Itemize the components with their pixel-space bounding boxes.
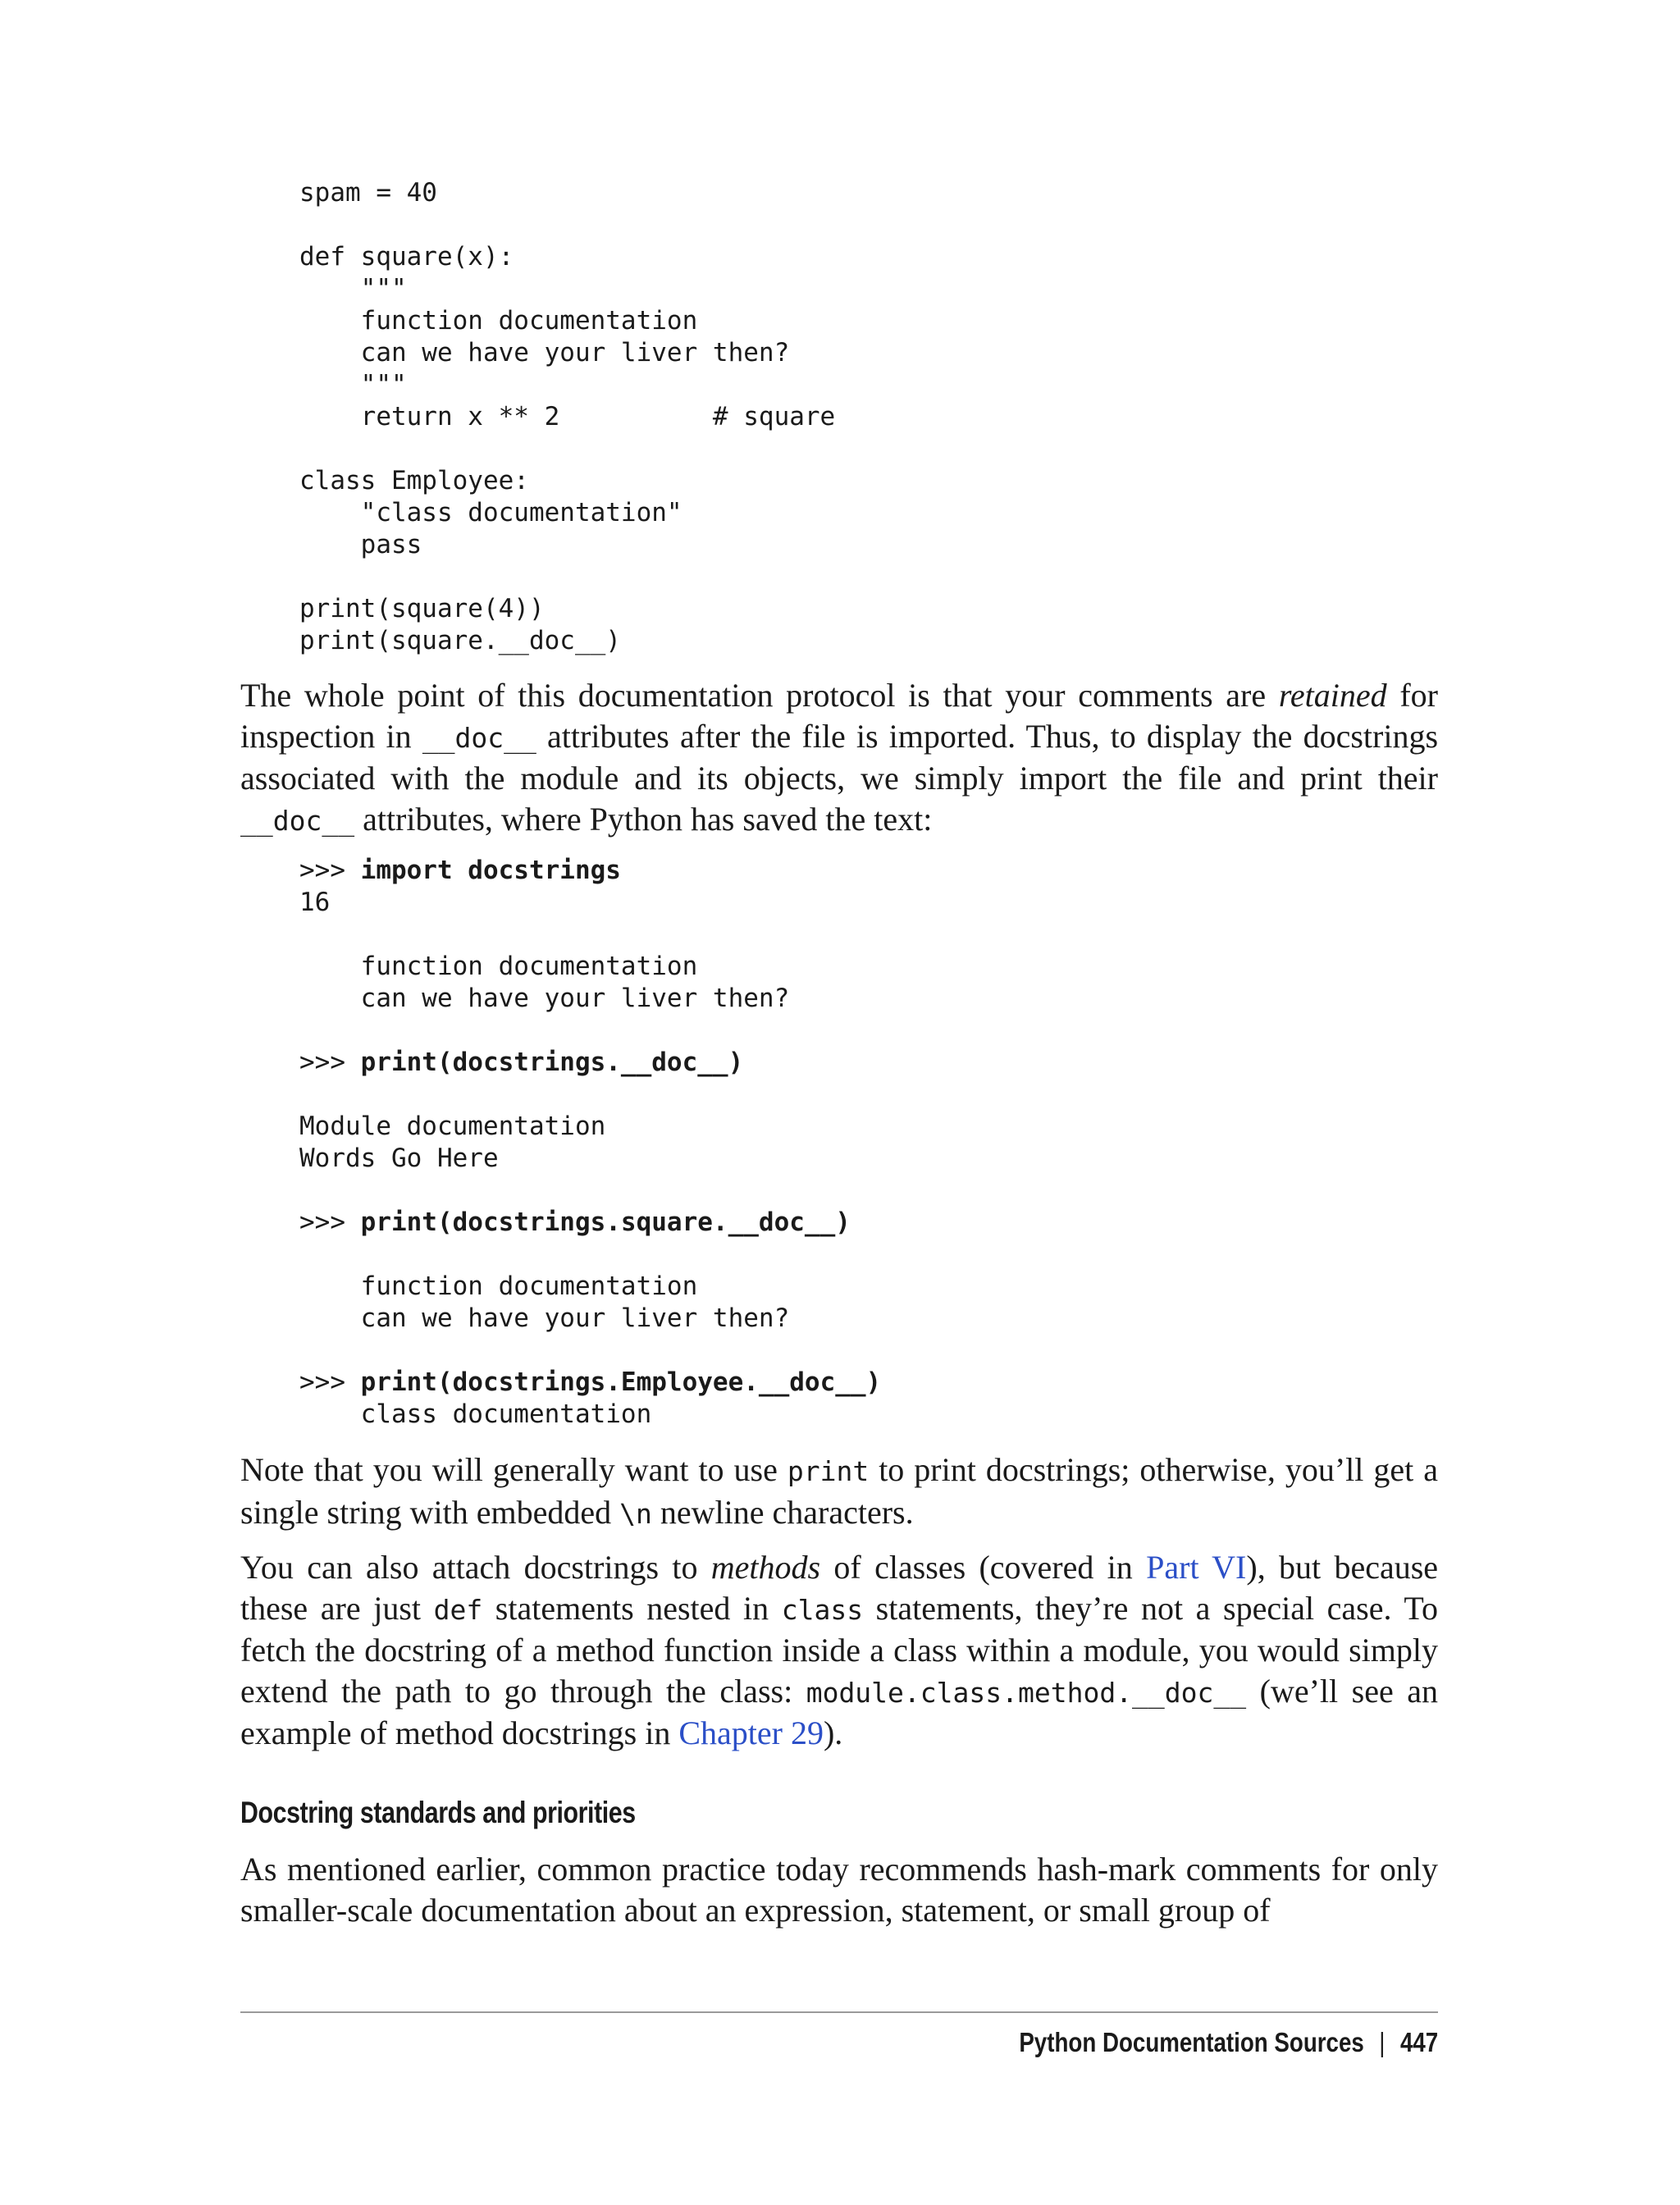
text-run: attributes after the file is imported. Thus, to display the docstrings associated with the module and its objects, we simply import the file and print their (240, 717, 1439, 797)
text-run: (we’ll see an example of method docstrings in (240, 1672, 1438, 1751)
link-chapter-29[interactable]: Chapter 29 (678, 1714, 824, 1751)
inline-code: class (781, 1593, 864, 1626)
footer-separator: | (1379, 2027, 1386, 2057)
text-run: newline characters. (651, 1493, 914, 1531)
prompt-line (299, 855, 881, 887)
code-line: return x ** 2 # square (299, 402, 836, 431)
code-line: class Employee: (299, 466, 529, 495)
typed-command: print(docstrings.square.__doc__) (360, 1208, 851, 1237)
footer-divider (240, 2011, 1438, 2013)
code-line: def square(x): (299, 242, 514, 272)
emphasis-retained: retained (1278, 677, 1387, 714)
code-line: spam = 40 (299, 178, 437, 208)
prompt-line (299, 1367, 881, 1399)
paragraph-standards: As mentioned earlier, common practice today recommends hash-mark comments for only smaller-scale documentation about an expression, statement, or small group of (240, 1851, 1438, 1929)
output-line (299, 1015, 881, 1047)
code-line: "class documentation" (299, 498, 682, 527)
output-line: 16 (299, 888, 331, 917)
text-run: You can also attach docstrings to (240, 1549, 711, 1586)
output-line (299, 1239, 881, 1271)
prompt: >>> (299, 1208, 361, 1237)
output-line (299, 1335, 881, 1367)
prompt-line (299, 1047, 881, 1079)
text-run: attributes, where Python has saved the text: (354, 800, 933, 838)
inline-code: __doc__ (422, 721, 536, 754)
text-run: ), but because these are just (240, 1549, 1439, 1627)
typed-command: import docstrings (360, 856, 621, 885)
text-run: statements, they’re not a special case. To fetch the docstring of a method function inside a class within a module, you would simply extend the path to go through the class: (240, 1589, 1439, 1710)
code-line (299, 209, 835, 241)
text-run: for inspection in (240, 677, 1438, 755)
paragraph-docstring-protocol (240, 675, 1438, 841)
paragraph-method-docstrings (240, 1547, 1438, 1754)
output-line (299, 1079, 881, 1111)
inline-code: print (787, 1455, 870, 1487)
code-line (299, 561, 835, 593)
text-run: of classes (covered in (820, 1549, 1147, 1586)
text-run: Note that you will generally want to use (240, 1451, 788, 1488)
text-run: ). (823, 1714, 843, 1751)
code-line: print(square.__doc__) (299, 626, 621, 655)
output-line: function documentation (299, 1271, 698, 1301)
output-line (299, 919, 881, 951)
inline-code: def (433, 1593, 483, 1626)
inline-code: __doc__ (240, 804, 355, 837)
prompt: >>> (299, 1048, 361, 1077)
code-line: pass (299, 530, 422, 559)
typed-command: print(docstrings.Employee.__doc__) (360, 1367, 882, 1397)
text-run: statements nested in (482, 1589, 782, 1627)
prompt-line (299, 1207, 881, 1239)
output-line (299, 1175, 881, 1207)
output-line: class documentation (299, 1399, 652, 1429)
prompt: >>> (299, 856, 361, 885)
prompt: >>> (299, 1367, 361, 1397)
output-line: can we have your liver then? (299, 1303, 790, 1333)
code-line (299, 433, 835, 465)
text-run: to print docstrings; otherwise, you’ll get a single string with embedded (240, 1451, 1438, 1531)
running-footer (1019, 2025, 1438, 2061)
code-line: """ (299, 370, 407, 399)
emphasis-methods: methods (710, 1549, 821, 1586)
link-part-vi[interactable]: Part VI (1146, 1549, 1247, 1586)
code-line: function documentation (299, 306, 698, 336)
code-line: """ (299, 274, 407, 304)
paragraph-print-note (240, 1449, 1438, 1534)
section-heading: Docstring standards and priorities (240, 1796, 636, 1829)
page-number: 447 (1399, 2027, 1438, 2057)
footer-section-title: Python Documentation Sources (1019, 2027, 1364, 2057)
code-listing-docstrings-module (299, 177, 835, 657)
inline-code: \n (619, 1497, 652, 1530)
inline-code: module.class.method.__doc__ (806, 1676, 1247, 1709)
code-listing-interactive-session (299, 855, 881, 1431)
code-line: print(square(4)) (299, 594, 545, 623)
typed-command: print(docstrings.__doc__) (360, 1048, 744, 1077)
output-line: Words Go Here (299, 1144, 499, 1173)
output-line: Module documentation (299, 1112, 606, 1141)
output-line: can we have your liver then? (299, 984, 790, 1013)
code-line: can we have your liver then? (299, 338, 790, 368)
output-line: function documentation (299, 952, 698, 981)
text-run: The whole point of this documentation protocol is that your comments are (240, 677, 1279, 714)
